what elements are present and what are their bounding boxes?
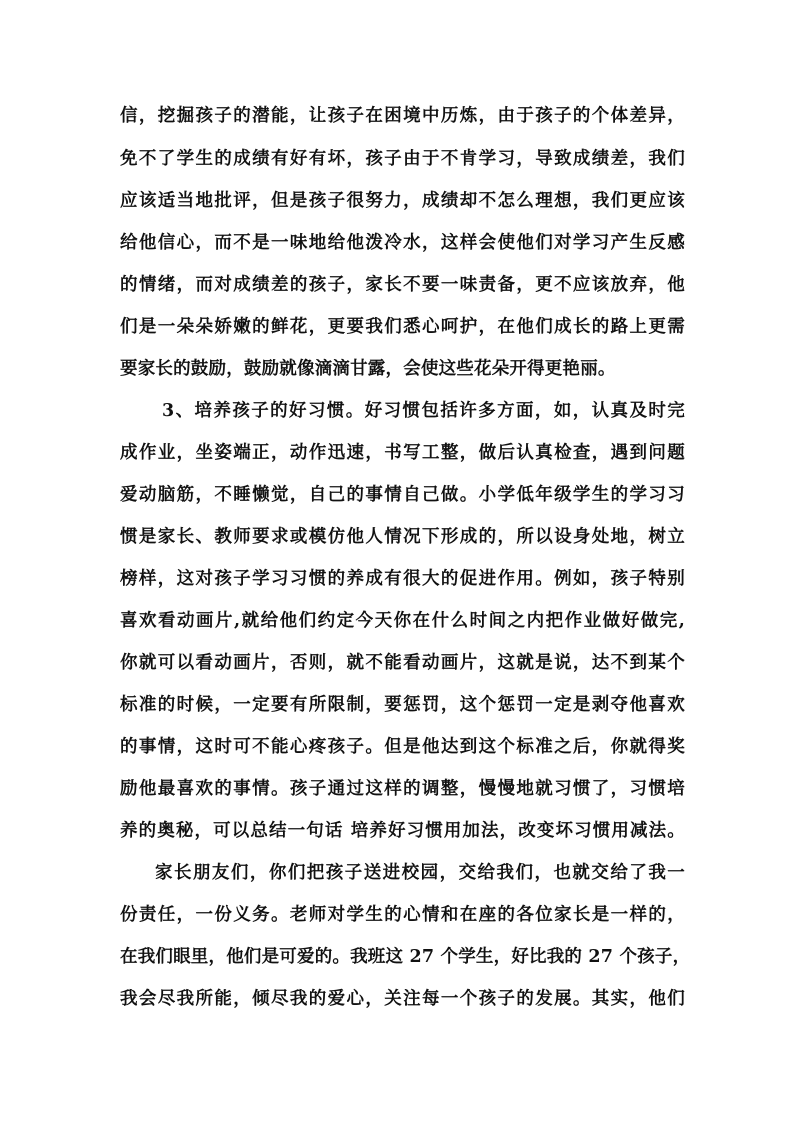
paragraph-3-line-2: 份责任，一份义务。老师对学生的心情和在座的各位家长是一样的，	[120, 905, 685, 925]
paragraph-3-line-1: 家长朋友们，你们把孩子送进校园，交给我们，也就交给了我一	[155, 863, 685, 883]
paragraph-1-line-1: 信，挖掘孩子的潜能，让孩子在困境中历炼，由于孩子的个体差异，	[120, 106, 685, 126]
paragraph-2-line-11: 养的奥秘，可以总结一句话 培养好习惯用加法，改变坏习惯用减法。	[120, 821, 685, 841]
paragraph-1-line-7: 要家长的鼓励，鼓励就像滴滴甘露，会使这些花朵开得更艳丽。	[120, 359, 616, 379]
paragraph-1-line-2: 免不了学生的成绩有好有坏，孩子由于不肯学习，导致成绩差，我们	[120, 149, 685, 169]
paragraph-2-line-7: 你就可以看动画片，否则，就不能看动画片，这就是说，达不到某个	[120, 653, 685, 673]
paragraph-2-line-6: 喜欢看动画片,就给他们约定今天你在什么时间之内把作业做好做完,	[120, 611, 685, 631]
paragraph-2-line-5: 榜样，这对孩子学习习惯的养成有很大的促进作用。例如，孩子特别	[120, 569, 685, 589]
paragraph-3-line-3: 在我们眼里，他们是可爱的。我班这 27 个学生，好比我的 27 个孩子，	[120, 947, 691, 967]
paragraph-2-line-9: 的事情，这时可不能心疼孩子。但是他达到这个标准之后，你就得奖	[120, 737, 685, 757]
paragraph-2-line-3: 爱动脑筋，不睡懒觉，自己的事情自己做。小学低年级学生的学习习	[120, 485, 685, 505]
paragraph-1-line-6: 们是一朵朵娇嫩的鲜花，更要我们悉心呵护，在他们成长的路上更需	[120, 317, 685, 337]
paragraph-2-line-2: 成作业，坐姿端正，动作迅速，书写工整，做后认真检查，遇到问题	[120, 443, 685, 463]
paragraph-3-line-4: 我会尽我所能，倾尽我的爱心，关注每一个孩子的发展。其实，他们	[120, 989, 685, 1009]
paragraph-2-line-1: 3、培养孩子的好习惯。好习惯包括许多方面，如，认真及时完	[162, 401, 685, 421]
paragraph-1-line-3: 应该适当地批评，但是孩子很努力，成绩却不怎么理想，我们更应该	[120, 191, 685, 211]
paragraph-2-line-10: 励他最喜欢的事情。孩子通过这样的调整，慢慢地就习惯了，习惯培	[120, 779, 685, 799]
paragraph-1-line-5: 的情绪，而对成绩差的孩子，家长不要一味责备，更不应该放弃，他	[120, 275, 685, 295]
paragraph-2-line-8: 标准的时候，一定要有所限制，要惩罚，这个惩罚一定是剥夺他喜欢	[120, 695, 685, 715]
paragraph-1-line-4: 给他信心，而不是一味地给他泼冷水，这样会使他们对学习产生反感	[120, 233, 685, 253]
paragraph-2-line-4: 惯是家长、教师要求或模仿他人情况下形成的，所以设身处地，树立	[120, 527, 685, 547]
